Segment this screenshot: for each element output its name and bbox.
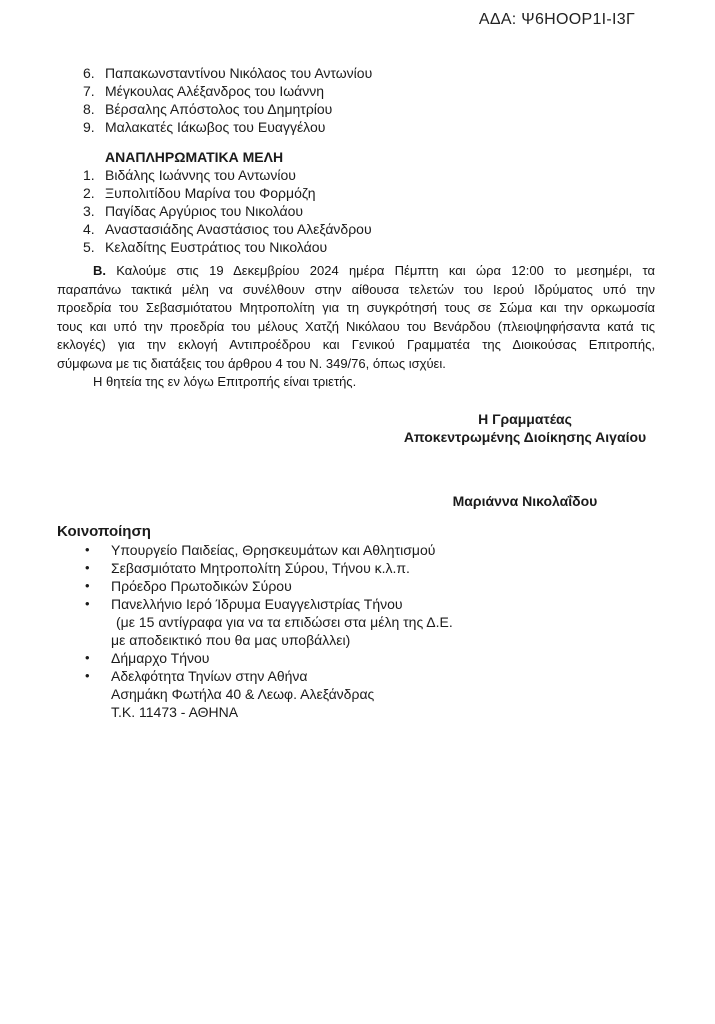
distribution-item-subline: με αποδεικτικό που θα μας υποβάλλει): [111, 631, 351, 648]
member-name: Βέρσαλης Απόστολος του Δημητρίου: [105, 101, 333, 117]
member-number: 8.: [83, 101, 95, 117]
alternate-members-list: [57, 166, 655, 256]
convocation-paragraph: [57, 262, 655, 392]
member-number: 4.: [83, 221, 95, 237]
member-row: [57, 64, 655, 82]
member-row: [57, 82, 655, 100]
distribution-item-subline: Τ.Κ. 11473 - ΑΘΗΝΑ: [111, 703, 239, 720]
distribution-item-subline: Ασημάκη Φωτήλα 40 & Λεωφ. Αλεξάνδρας: [111, 685, 375, 702]
distribution-item-text: Πανελλήνιο Ιερό Ίδρυμα Ευαγγελιστρίας Τήνου: [111, 595, 403, 612]
bullet-icon: •: [85, 667, 90, 683]
paragraph-line-text: Καλούμε στις 19 Δεκεμβρίου 2024 ημέρα Πέμπτη και ώρα 12:00 το μεσημέρι, τα: [116, 263, 655, 278]
bullet-icon: •: [85, 559, 90, 575]
member-number: 7.: [83, 83, 95, 99]
distribution-item: [57, 649, 655, 667]
member-name: Κελαδίτης Ευστράτιος του Νικολάου: [105, 239, 328, 255]
signature-title-block: [360, 410, 690, 447]
paragraph-line: τους και υπό την προεδρία του μέλους Χατζή Νικόλαου του Βενάρδου (πλειοψηφήσαντα κατά τις: [57, 318, 655, 334]
distribution-item-text: Σεβασμιότατο Μητροπολίτη Σύρου, Τήνου κ.λ.π.: [111, 559, 410, 576]
member-name: Παγίδας Αργύριος του Νικολάου: [105, 203, 304, 219]
member-row: [57, 202, 655, 220]
member-number: 1.: [83, 167, 95, 183]
distribution-heading: Κοινοποίηση: [57, 522, 151, 540]
regular-members-list: [57, 64, 655, 136]
paragraph-line: [57, 262, 655, 281]
distribution-list: [57, 541, 655, 721]
member-row: [57, 238, 655, 256]
signature-title-line: Η Γραμματέας: [478, 410, 572, 427]
term-closing-line: Η θητεία της εν λόγω Επιτροπής είναι τριετής.: [93, 374, 357, 389]
paragraph-line: σύμφωνα με τις διατάξεις του άρθρου 4 του Ν. 349/76, όπως ισχύει.: [57, 355, 446, 371]
member-name: Μαλακατές Ιάκωβος του Ευαγγέλου: [105, 119, 326, 135]
distribution-item-text: Πρόεδρο Πρωτοδικών Σύρου: [111, 577, 292, 594]
bullet-icon: •: [85, 595, 90, 611]
member-name: Βιδάλης Ιωάννης του Αντωνίου: [105, 167, 296, 183]
alternate-members-heading: ΑΝΑΠΛΗΡΩΜΑΤΙΚΑ ΜΕΛΗ: [105, 149, 284, 165]
signature-title-line: Αποκεντρωμένης Διοίκησης Αιγαίου: [403, 429, 647, 445]
member-number: 9.: [83, 119, 95, 135]
distribution-item: [57, 577, 655, 595]
distribution-item: [57, 595, 655, 613]
ada-code: ΑΔΑ: Ψ6HOOP1I-I3Γ: [478, 11, 636, 28]
distribution-item: [57, 541, 655, 559]
paragraph-line: παραπάνω τακτικά μέλη να συνέλθουν στην αίθουσα τελετών του Ιερού Ιδρύματος υπό την: [57, 281, 655, 297]
member-number: 2.: [83, 185, 95, 201]
signatory-name: Μαριάννα Νικολαΐδου: [452, 492, 598, 509]
paragraph-lead: Β.: [93, 263, 106, 278]
member-name: Μέγκουλας Αλέξανδρος του Ιωάννη: [105, 83, 325, 99]
bullet-icon: •: [85, 649, 90, 665]
member-number: 5.: [83, 239, 95, 255]
member-name: Παπακωνσταντίνου Νικόλαος του Αντωνίου: [105, 65, 373, 81]
member-number: 6.: [83, 65, 95, 81]
paragraph-line: προεδρία του Σεβασμιότατου Μητροπολίτη για τη συγκρότησή τους σε Σώμα και την ορκωμοσία: [57, 300, 655, 315]
paragraph-line: εκλογές) για την εκλογή Αντιπροέδρου και Γενικού Γραμματέα της Διοικούσας Επιτροπής,: [57, 337, 655, 352]
member-row: [57, 166, 655, 184]
distribution-item-text: Αδελφότητα Τηνίων στην Αθήνα: [111, 667, 308, 684]
member-row: [57, 184, 655, 202]
bullet-icon: •: [85, 577, 90, 593]
distribution-item: [57, 559, 655, 577]
member-name: Ξυπολιτίδου Μαρίνα του Φορμόζη: [105, 185, 316, 201]
distribution-item-text: Δήμαρχο Τήνου: [111, 649, 210, 666]
distribution-item-subline: (με 15 αντίγραφα για να τα επιδώσει στα μέλη της Δ.Ε.: [116, 613, 453, 630]
member-row: [57, 220, 655, 238]
bullet-icon: •: [85, 541, 90, 557]
distribution-item-text: Υπουργείο Παιδείας, Θρησκευμάτων και Αθλητισμού: [111, 541, 436, 558]
member-row: [57, 118, 655, 136]
distribution-item: [57, 667, 655, 685]
member-number: 3.: [83, 203, 95, 219]
member-name: Αναστασιάδης Αναστάσιος του Αλεξάνδρου: [105, 221, 372, 237]
member-row: [57, 100, 655, 118]
